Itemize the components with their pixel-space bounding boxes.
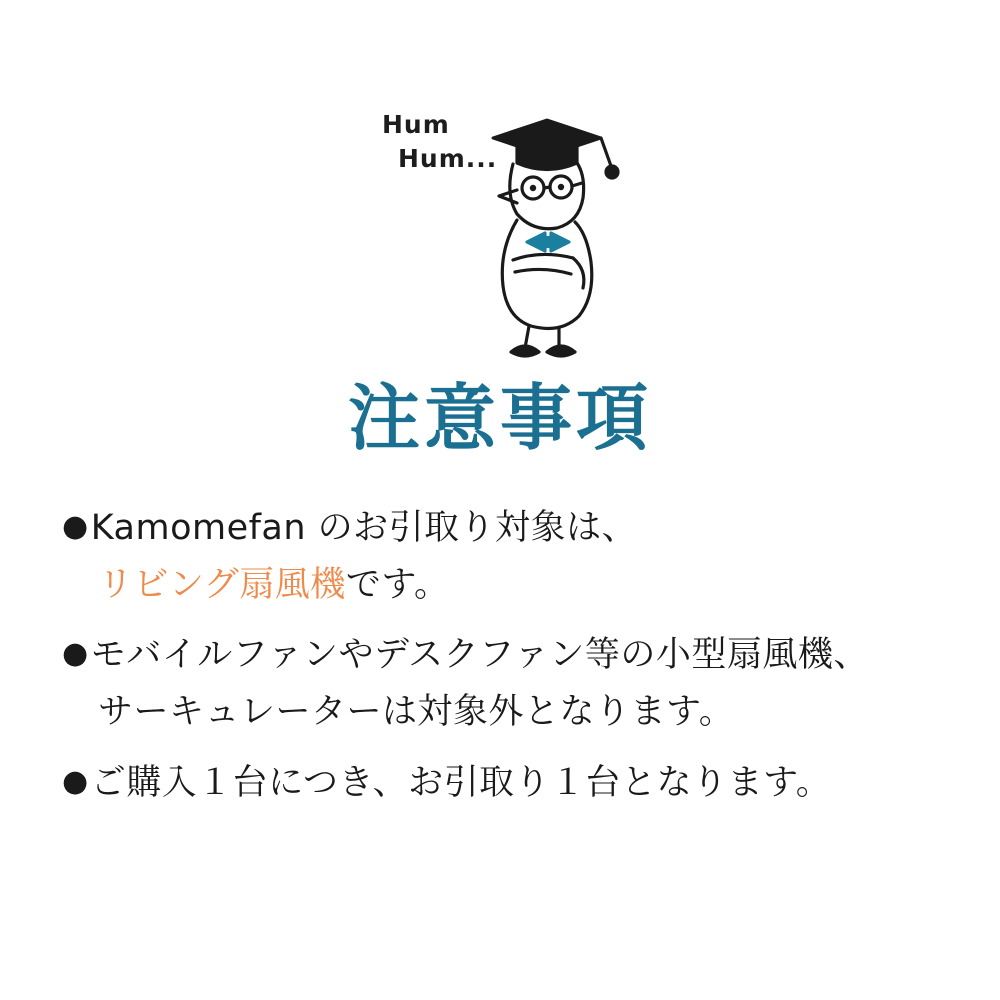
spacer — [62, 619, 942, 627]
note-item-2 — [62, 627, 942, 740]
note-1-line-2 — [98, 557, 942, 614]
note-3-line-1: ご購入１台につき、お引取り１台となります。 — [90, 762, 832, 803]
note-item-3 — [62, 755, 942, 812]
graduate-bird-icon — [455, 90, 650, 365]
bullet-icon: ● — [62, 636, 89, 672]
bullet-icon: ● — [62, 509, 89, 544]
note-2-line-2: サーキュレーターは対象外となります。 — [98, 692, 735, 733]
speech-line-1: Hum — [382, 110, 450, 139]
note-2-line-1: モバイルファンやデスクファン等の小型扇風機、 — [90, 635, 869, 676]
notes-list — [62, 500, 942, 817]
illustration-area — [360, 90, 650, 370]
page-title: 注意事項 — [347, 376, 652, 460]
note-1-line-1: Kamomefan のお引取り対象は、 — [90, 508, 638, 548]
bullet-icon: ● — [62, 763, 89, 799]
note-item-1 — [62, 500, 942, 613]
spacer — [62, 747, 942, 755]
note-1-line-2-tail: です。 — [345, 564, 450, 605]
note-1-highlight: リビング扇風機 — [98, 564, 346, 605]
speech-line-2: Hum... — [398, 143, 498, 173]
